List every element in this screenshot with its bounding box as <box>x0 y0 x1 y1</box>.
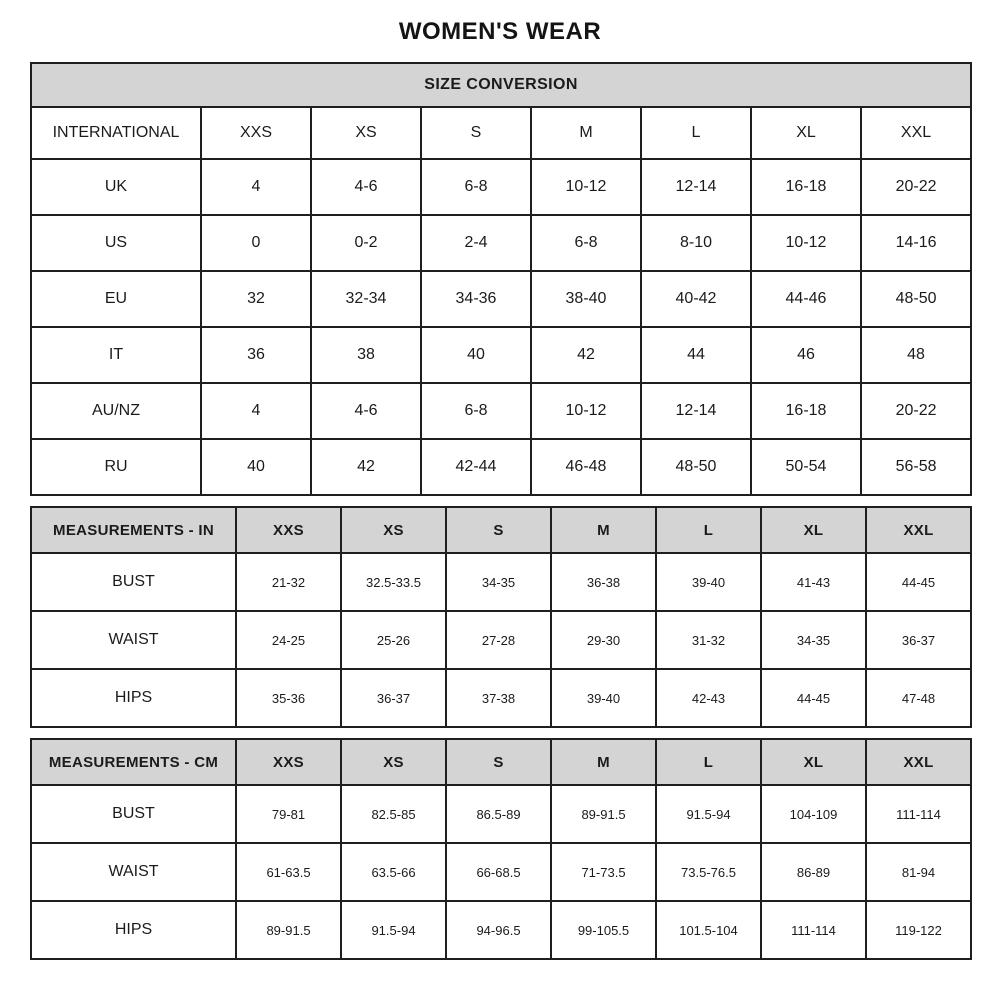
size-conversion-row-label: EU <box>31 271 201 327</box>
size-conversion-value-cell: 34-36 <box>421 271 531 327</box>
size-conversion-value-cell: 48 <box>861 327 971 383</box>
page-title: WOMEN'S WEAR <box>398 18 602 45</box>
size-conversion-header-cell: INTERNATIONAL <box>31 107 201 159</box>
size-conversion-row <box>31 383 971 439</box>
measurements-cm-header-cell: M <box>551 739 656 785</box>
size-conversion-value-cell: 56-58 <box>861 439 971 495</box>
measurements-in-value-cell: 27-28 <box>446 611 551 669</box>
size-conversion-value-cell: 46 <box>751 327 861 383</box>
size-conversion-row <box>31 159 971 215</box>
measurements-in-value-cell: 34-35 <box>446 553 551 611</box>
size-conversion-header-cell: XXS <box>201 107 311 159</box>
size-conversion-row-label: US <box>31 215 201 271</box>
measurements-cm-row <box>31 901 971 959</box>
measurements-cm-value-cell: 61-63.5 <box>236 843 341 901</box>
size-conversion-header-cell: XL <box>751 107 861 159</box>
measurements-in-header-cell: XXS <box>236 507 341 553</box>
measurements-cm-value-cell: 91.5-94 <box>341 901 446 959</box>
size-conversion-value-cell: 42 <box>311 439 421 495</box>
size-conversion-header-cell: S <box>421 107 531 159</box>
measurements-in-value-cell: 39-40 <box>656 553 761 611</box>
measurements-in-header-cell: MEASUREMENTS - IN <box>31 507 236 553</box>
measurements-cm-value-cell: 79-81 <box>236 785 341 843</box>
size-conversion-value-cell: 12-14 <box>641 159 751 215</box>
measurements-cm-value-cell: 119-122 <box>866 901 971 959</box>
size-conversion-row-label: AU/NZ <box>31 383 201 439</box>
measurements-in-row-label: BUST <box>31 553 236 611</box>
measurements-cm-value-cell: 99-105.5 <box>551 901 656 959</box>
size-conversion-header-cell: XS <box>311 107 421 159</box>
measurements-in-header-cell: XXL <box>866 507 971 553</box>
measurements-in-value-cell: 42-43 <box>656 669 761 727</box>
size-conversion-value-cell: 6-8 <box>421 159 531 215</box>
size-conversion-value-cell: 42-44 <box>421 439 531 495</box>
measurements-cm-header-cell: XS <box>341 739 446 785</box>
measurements-in-value-cell: 36-37 <box>341 669 446 727</box>
measurements-in-value-cell: 44-45 <box>866 553 971 611</box>
size-conversion-table <box>30 62 972 496</box>
measurements-in-header-cell: XL <box>761 507 866 553</box>
measurements-in-value-cell: 47-48 <box>866 669 971 727</box>
size-conversion-value-cell: 8-10 <box>641 215 751 271</box>
measurements-cm-row <box>31 785 971 843</box>
measurements-in-value-cell: 39-40 <box>551 669 656 727</box>
measurements-in-value-cell: 21-32 <box>236 553 341 611</box>
measurements-in-value-cell: 35-36 <box>236 669 341 727</box>
measurements-cm-header-cell: S <box>446 739 551 785</box>
size-conversion-value-cell: 4-6 <box>311 159 421 215</box>
size-conversion-value-cell: 38-40 <box>531 271 641 327</box>
size-conversion-header-cell: XXL <box>861 107 971 159</box>
measurements-cm-header-cell: L <box>656 739 761 785</box>
size-conversion-value-cell: 20-22 <box>861 383 971 439</box>
measurements-in-value-cell: 36-38 <box>551 553 656 611</box>
size-conversion-value-cell: 10-12 <box>531 159 641 215</box>
size-conversion-value-cell: 6-8 <box>421 383 531 439</box>
measurements-cm-value-cell: 73.5-76.5 <box>656 843 761 901</box>
measurements-cm-value-cell: 81-94 <box>866 843 971 901</box>
size-conversion-value-cell: 4 <box>201 383 311 439</box>
measurements-cm-row-label: WAIST <box>31 843 236 901</box>
size-conversion-header-cell: M <box>531 107 641 159</box>
size-conversion-value-cell: 48-50 <box>641 439 751 495</box>
size-conversion-value-cell: 10-12 <box>751 215 861 271</box>
size-conversion-value-cell: 50-54 <box>751 439 861 495</box>
measurements-in-value-cell: 31-32 <box>656 611 761 669</box>
measurements-cm-value-cell: 101.5-104 <box>656 901 761 959</box>
measurements-in-value-cell: 32.5-33.5 <box>341 553 446 611</box>
size-conversion-value-cell: 44 <box>641 327 751 383</box>
measurements-in-header-cell: M <box>551 507 656 553</box>
measurements-cm-value-cell: 82.5-85 <box>341 785 446 843</box>
size-conversion-value-cell: 16-18 <box>751 159 861 215</box>
measurements-cm-value-cell: 104-109 <box>761 785 866 843</box>
size-conversion-value-cell: 40 <box>421 327 531 383</box>
measurements-cm-header-row <box>31 739 971 785</box>
size-conversion-row-label: RU <box>31 439 201 495</box>
measurements-in-row-label: WAIST <box>31 611 236 669</box>
measurements-in-value-cell: 36-37 <box>866 611 971 669</box>
size-conversion-row <box>31 439 971 495</box>
size-conversion-value-cell: 44-46 <box>751 271 861 327</box>
size-conversion-row <box>31 327 971 383</box>
size-conversion-value-cell: 2-4 <box>421 215 531 271</box>
measurements-cm-value-cell: 89-91.5 <box>236 901 341 959</box>
measurements-cm-value-cell: 66-68.5 <box>446 843 551 901</box>
measurements-in-value-cell: 37-38 <box>446 669 551 727</box>
size-conversion-row-label: IT <box>31 327 201 383</box>
measurements-in-value-cell: 29-30 <box>551 611 656 669</box>
size-conversion-value-cell: 14-16 <box>861 215 971 271</box>
measurements-cm-value-cell: 94-96.5 <box>446 901 551 959</box>
size-conversion-value-cell: 20-22 <box>861 159 971 215</box>
size-conversion-row <box>31 271 971 327</box>
measurements-cm-table <box>30 738 972 960</box>
size-conversion-value-cell: 0 <box>201 215 311 271</box>
size-conversion-value-cell: 10-12 <box>531 383 641 439</box>
measurements-in-header-cell: XS <box>341 507 446 553</box>
measurements-cm-value-cell: 111-114 <box>866 785 971 843</box>
measurements-in-value-cell: 41-43 <box>761 553 866 611</box>
measurements-in-value-cell: 34-35 <box>761 611 866 669</box>
measurements-cm-value-cell: 63.5-66 <box>341 843 446 901</box>
size-conversion-value-cell: 48-50 <box>861 271 971 327</box>
measurements-cm-header-cell: XXS <box>236 739 341 785</box>
measurements-cm-value-cell: 91.5-94 <box>656 785 761 843</box>
measurements-in-header-row <box>31 507 971 553</box>
measurements-in-row-label: HIPS <box>31 669 236 727</box>
size-conversion-value-cell: 38 <box>311 327 421 383</box>
size-conversion-row <box>31 215 971 271</box>
measurements-cm-header-cell: XXL <box>866 739 971 785</box>
measurements-cm-row-label: BUST <box>31 785 236 843</box>
size-conversion-value-cell: 0-2 <box>311 215 421 271</box>
size-conversion-value-cell: 32 <box>201 271 311 327</box>
measurements-cm-value-cell: 111-114 <box>761 901 866 959</box>
size-conversion-value-cell: 36 <box>201 327 311 383</box>
size-conversion-header-row <box>31 107 971 159</box>
size-conversion-value-cell: 16-18 <box>751 383 861 439</box>
size-conversion-value-cell: 40-42 <box>641 271 751 327</box>
measurements-in-row <box>31 669 971 727</box>
measurements-in-value-cell: 24-25 <box>236 611 341 669</box>
measurements-in-value-cell: 44-45 <box>761 669 866 727</box>
size-conversion-value-cell: 32-34 <box>311 271 421 327</box>
measurements-in-header-cell: L <box>656 507 761 553</box>
measurements-in-table <box>30 506 972 728</box>
size-conversion-title-row <box>31 63 971 107</box>
size-conversion-value-cell: 6-8 <box>531 215 641 271</box>
measurements-cm-header-cell: MEASUREMENTS - CM <box>31 739 236 785</box>
measurements-in-header-cell: S <box>446 507 551 553</box>
measurements-cm-value-cell: 86.5-89 <box>446 785 551 843</box>
measurements-cm-header-cell: XL <box>761 739 866 785</box>
measurements-in-row <box>31 611 971 669</box>
measurements-cm-row-label: HIPS <box>31 901 236 959</box>
measurements-in-row <box>31 553 971 611</box>
measurements-cm-value-cell: 71-73.5 <box>551 843 656 901</box>
size-conversion-value-cell: 4-6 <box>311 383 421 439</box>
size-conversion-header-cell: L <box>641 107 751 159</box>
size-conversion-value-cell: 12-14 <box>641 383 751 439</box>
size-conversion-value-cell: 46-48 <box>531 439 641 495</box>
measurements-cm-row <box>31 843 971 901</box>
measurements-cm-value-cell: 86-89 <box>761 843 866 901</box>
size-conversion-title: SIZE CONVERSION <box>31 63 971 107</box>
size-conversion-value-cell: 40 <box>201 439 311 495</box>
size-conversion-row-label: UK <box>31 159 201 215</box>
size-conversion-value-cell: 4 <box>201 159 311 215</box>
measurements-in-value-cell: 25-26 <box>341 611 446 669</box>
size-conversion-value-cell: 42 <box>531 327 641 383</box>
measurements-cm-value-cell: 89-91.5 <box>551 785 656 843</box>
